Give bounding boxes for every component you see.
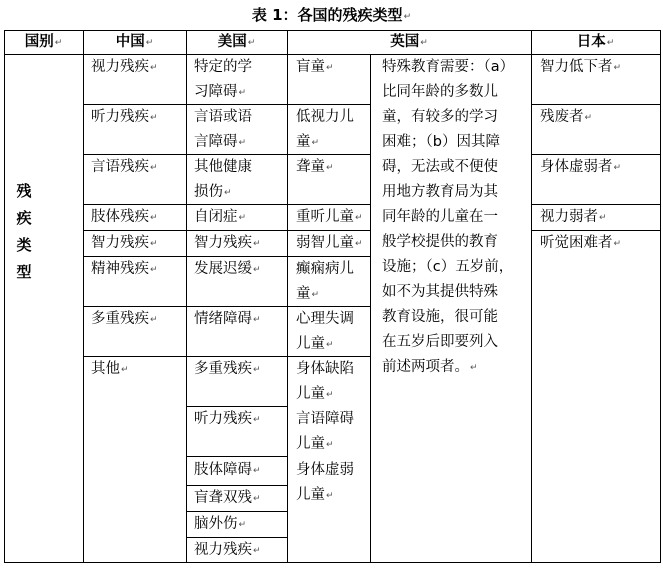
usa-item: 自闭症↵	[194, 209, 247, 225]
col-line	[531, 30, 532, 563]
usa-item: 情绪障碍↵	[194, 311, 261, 327]
table-caption: 表 1：各国的残疾类型↵	[251, 6, 412, 24]
japan-item: 智力低下者↵	[540, 59, 622, 75]
col-line	[83, 30, 84, 563]
usa-item: 听力残疾↵	[194, 411, 261, 427]
col-line	[287, 30, 288, 563]
china-item: 精神残疾↵	[91, 261, 158, 277]
china-item: 听力残疾↵	[91, 109, 158, 125]
header-uk: 英国↵	[390, 34, 428, 50]
usa-item: 多重残疾↵	[194, 361, 261, 377]
japan-item: 残废者↵	[540, 109, 593, 125]
usa-item: 脑外伤↵	[194, 516, 247, 532]
col-line	[186, 30, 187, 563]
usa-item: 言语或语 言障碍↵	[194, 109, 252, 150]
uk-type-item: 身体缺陷 儿童↵	[296, 361, 354, 402]
japan-item: 视力弱者↵	[540, 209, 607, 225]
usa-item: 发展迟缓↵	[194, 261, 261, 277]
china-item: 言语残疾↵	[91, 159, 158, 175]
usa-item: 特定的学 习障碍↵	[194, 59, 252, 100]
uk-type-item: 聋童↵	[296, 159, 334, 175]
table-left-border	[4, 30, 5, 563]
japan-item: 身体虚弱者↵	[540, 159, 622, 175]
uk-type-item: 盲童↵	[296, 59, 334, 75]
uk-type-item: 身体虚弱 儿童↵	[296, 462, 354, 503]
col-line	[370, 54, 371, 563]
uk-type-item: 重听儿童↵	[296, 209, 363, 225]
china-item: 其他↵	[91, 361, 129, 377]
usa-item: 肢体障碍↵	[194, 462, 261, 478]
uk-type-item: 低视力儿 童↵	[296, 109, 354, 150]
usa-item: 盲聋双残↵	[194, 490, 261, 506]
usa-item: 智力残疾↵	[194, 235, 261, 251]
header-category: 国别↵	[24, 34, 63, 50]
uk-type-item: 癫痫病儿 童↵	[296, 261, 354, 302]
uk-type-item: 言语障碍 儿童↵	[296, 411, 354, 452]
header-usa: 美国↵	[217, 34, 256, 50]
row-label-disability-type: 残 疾 类 型	[16, 182, 32, 281]
uk-special-needs-note: 特殊教育需要：（a） 比同年龄的多数儿 童，有较多的学习 困难；（b）因其障 碍，无法或不便使 用地方教育局为其 同年龄的儿童在一 般学校提供的教育 设施；（c）五岁前， 如不为其提供特殊 教育设施，很可能 在五岁后即要列入 前述两项者。↵	[382, 59, 515, 375]
japan-item: 听觉困难者↵	[540, 235, 622, 251]
table-right-border	[660, 30, 661, 563]
uk-type-item: 心理失调 儿童↵	[296, 311, 354, 352]
header-japan: 日本↵	[576, 34, 615, 50]
china-item: 肢体残疾↵	[91, 209, 158, 225]
table-bottom-border	[4, 562, 660, 563]
header-china: 中国↵	[115, 34, 154, 50]
china-item: 视力残疾↵	[91, 59, 158, 75]
row-line	[186, 456, 287, 457]
usa-item: 视力残疾↵	[194, 542, 261, 558]
usa-item: 其他健康 损伤↵	[194, 159, 252, 200]
china-item: 智力残疾↵	[91, 235, 158, 251]
uk-type-item: 弱智儿童↵	[296, 235, 363, 251]
china-item: 多重残疾↵	[91, 311, 158, 327]
